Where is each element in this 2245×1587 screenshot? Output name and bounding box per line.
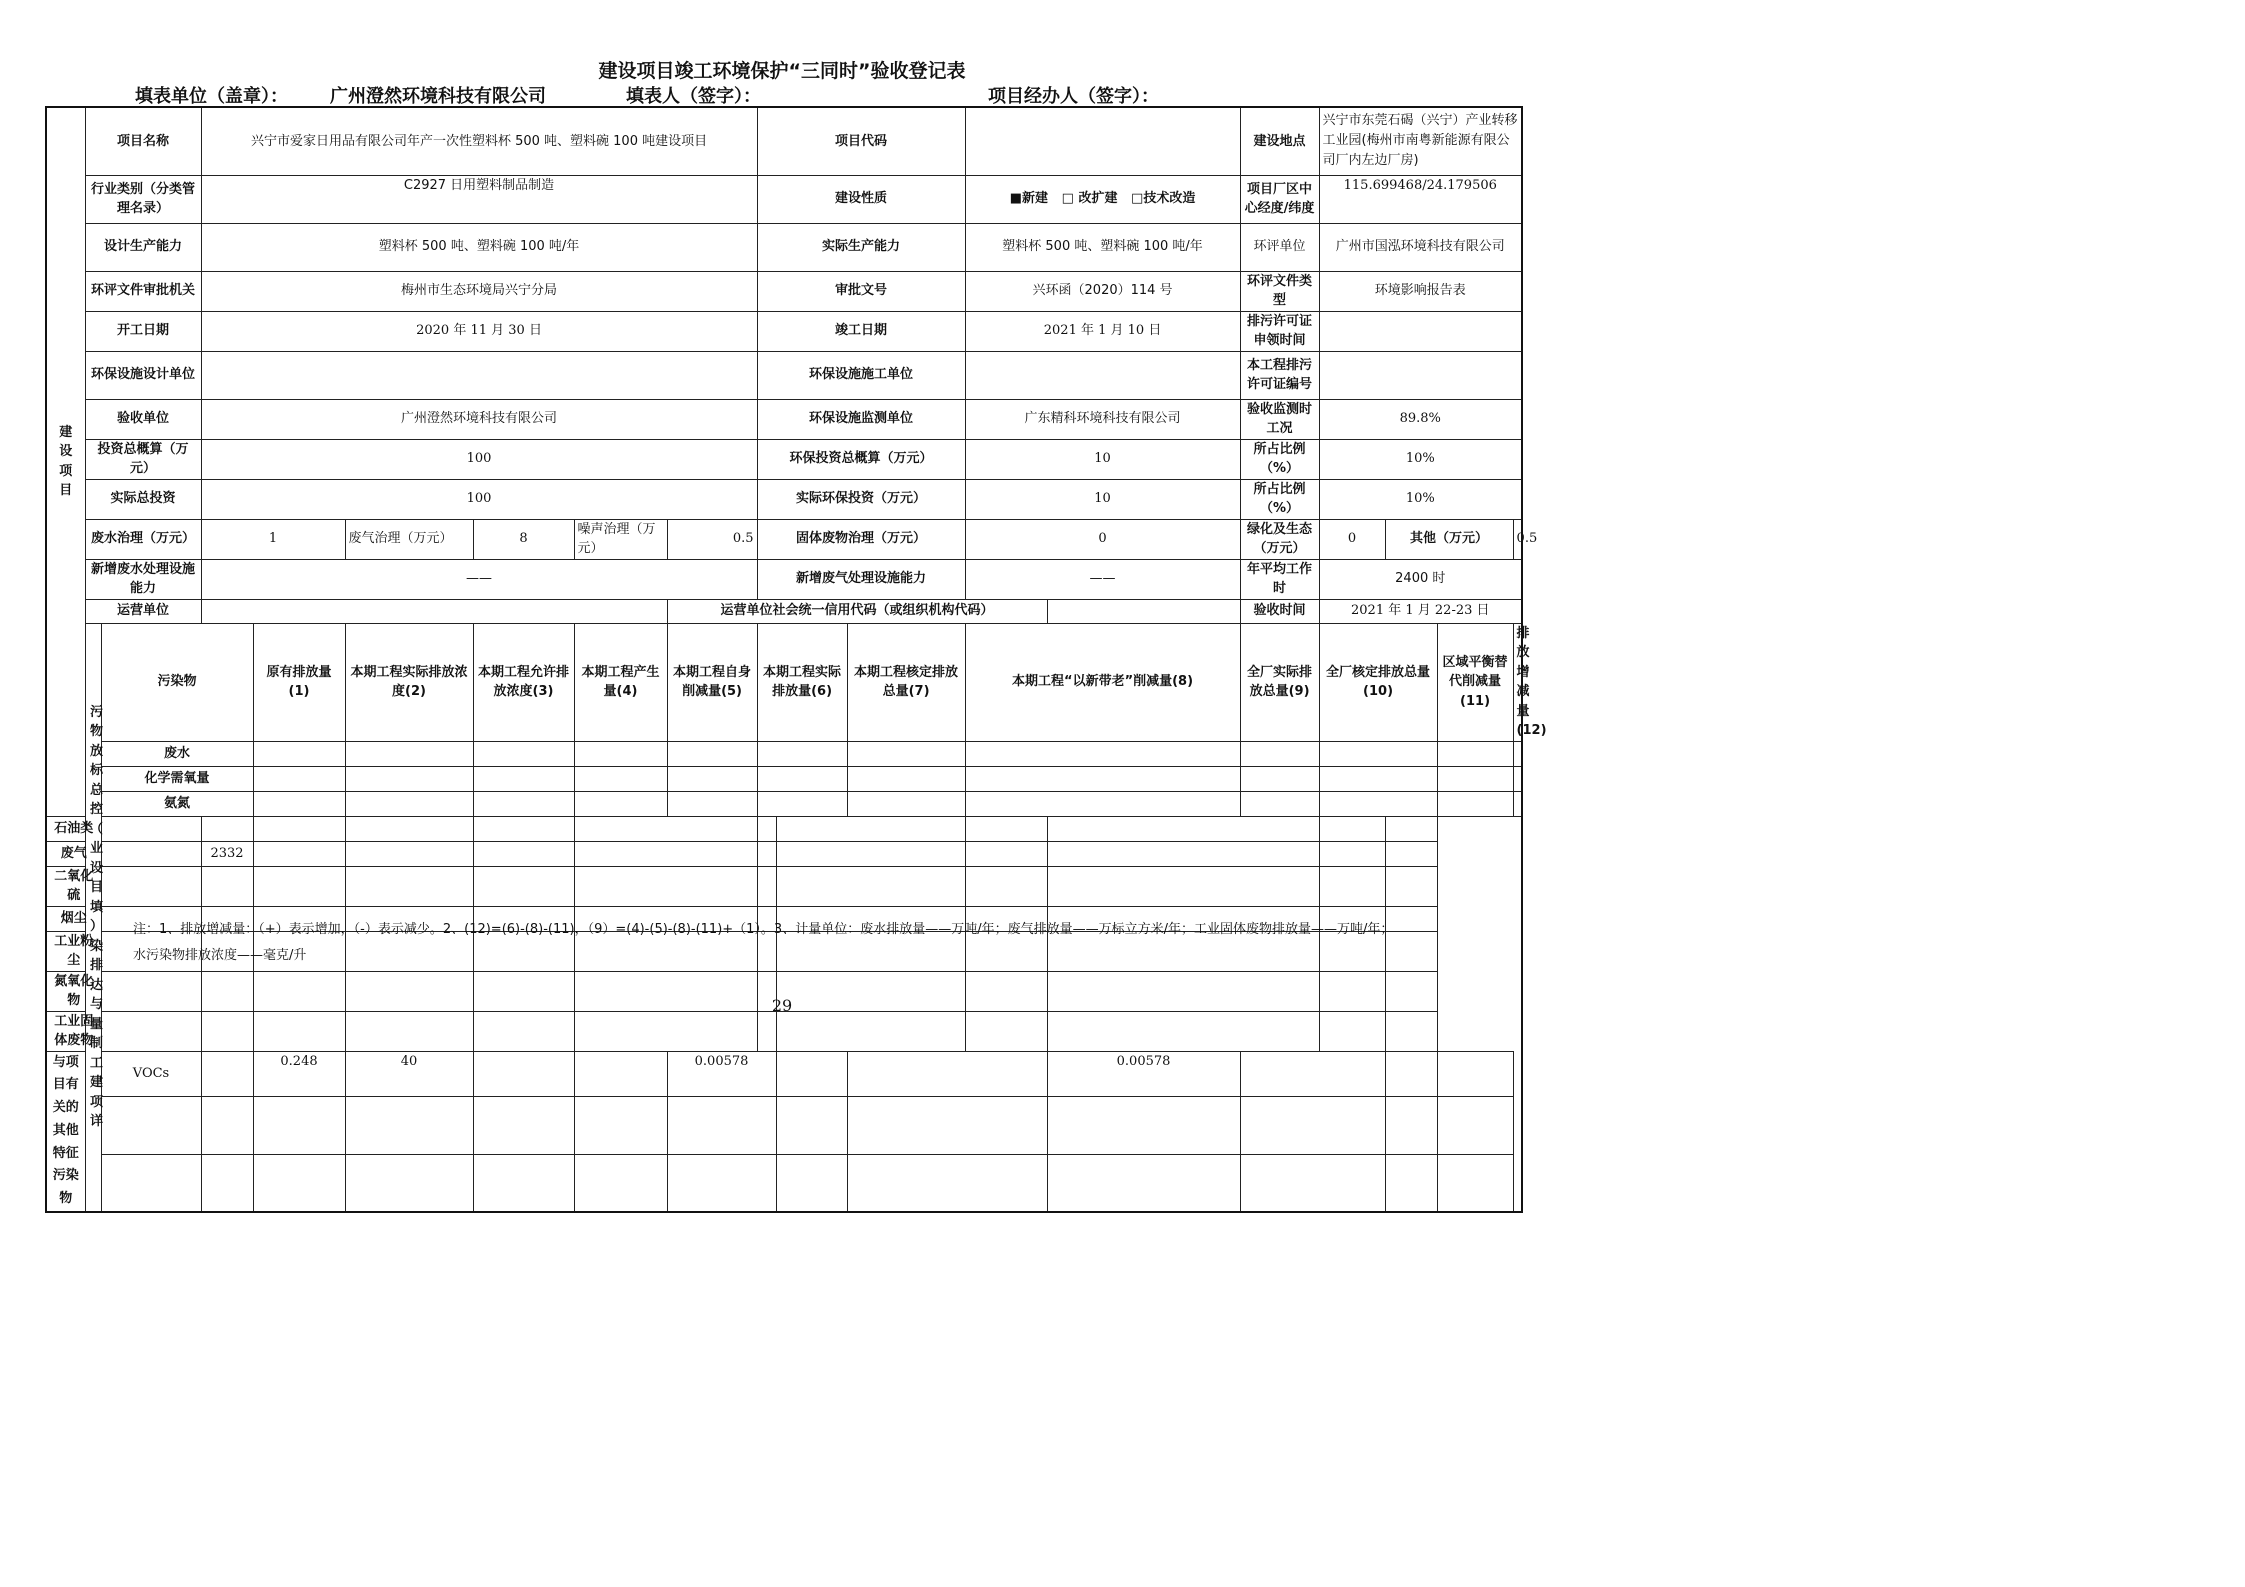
cell-col-5 bbox=[473, 931, 574, 971]
permit-no-label: 本工程排污许可证编号 bbox=[1240, 351, 1319, 399]
cell-col-1 bbox=[101, 841, 201, 866]
operator-label: 运营单位 bbox=[85, 599, 201, 623]
project-code-label: 项目代码 bbox=[757, 107, 965, 175]
cell-col-10 bbox=[1047, 866, 1319, 906]
cell-col-9 bbox=[965, 931, 1047, 971]
pollutant-name: 氮氧化物 bbox=[46, 971, 101, 1011]
cell-col-3 bbox=[253, 816, 345, 841]
cell-col-9 bbox=[965, 816, 1047, 841]
filler-label: 填表人（签字）： bbox=[626, 86, 761, 107]
monitor-condition-label: 验收监测时工况 bbox=[1240, 399, 1319, 439]
env-design-unit-value bbox=[201, 351, 757, 399]
cell-col-3 bbox=[473, 741, 574, 766]
pollutant-name: 工业固体废物 bbox=[46, 1011, 101, 1051]
ratio-value-2: 10% bbox=[1319, 479, 1522, 519]
cell-col-9 bbox=[1240, 791, 1319, 816]
cell-col-11 bbox=[1385, 1051, 1437, 1096]
industry-label: 行业类别（分类管理名录） bbox=[85, 175, 201, 223]
cell-col-5 bbox=[574, 1154, 667, 1212]
investment-value: 100 bbox=[201, 439, 757, 479]
cell-col-9 bbox=[965, 866, 1047, 906]
nature-new-checkbox: ■新建 bbox=[1009, 191, 1049, 207]
actual-investment-value: 100 bbox=[201, 479, 757, 519]
ratio-label-2: 所占比例（%） bbox=[1240, 479, 1319, 519]
cell-col-5 bbox=[473, 866, 574, 906]
cell-col-11 bbox=[1437, 741, 1513, 766]
eia-type-label: 环评文件类型 bbox=[1240, 271, 1319, 311]
cell-col-1 bbox=[201, 1154, 253, 1212]
cell-col-10 bbox=[1047, 841, 1319, 866]
cell-col-4 bbox=[345, 841, 473, 866]
cell-col-5 bbox=[473, 841, 574, 866]
cell-col-12 bbox=[1385, 1011, 1437, 1051]
pollutant-name: 废水 bbox=[101, 741, 253, 766]
cell-col-1 bbox=[201, 1051, 253, 1096]
cell-col-6 bbox=[667, 1096, 776, 1154]
cell-col-3 bbox=[345, 1096, 473, 1154]
permit-date-value bbox=[1319, 311, 1522, 351]
cell-col-2 bbox=[345, 741, 473, 766]
cell-col-11 bbox=[1319, 816, 1385, 841]
pollutant-name: 石油类 bbox=[46, 816, 101, 841]
cell-col-10 bbox=[1240, 1154, 1385, 1212]
col-header-4: 本期工程产生量(4) bbox=[574, 623, 667, 741]
gas-treatment-label: 废气治理（万元） bbox=[345, 519, 473, 559]
cell-col-8 bbox=[965, 766, 1240, 791]
monitor-unit-value: 广东精科环境科技有限公司 bbox=[965, 399, 1240, 439]
cell-col-9 bbox=[1240, 741, 1319, 766]
coord-label: 项目厂区中心经度/纬度 bbox=[1240, 175, 1319, 223]
cell-col-3 bbox=[345, 1154, 473, 1212]
nature-expand-checkbox: □ 改扩建 bbox=[1061, 191, 1118, 207]
coord-value: 115.699468/24.179506 bbox=[1319, 175, 1522, 223]
new-gas-capacity-value: —— bbox=[965, 559, 1240, 599]
cell-col-7 bbox=[757, 816, 776, 841]
site-label: 建设地点 bbox=[1240, 107, 1319, 175]
actual-env-investment-label: 实际环保投资（万元） bbox=[757, 479, 965, 519]
cell-col-5 bbox=[574, 1096, 667, 1154]
new-water-capacity-value: —— bbox=[201, 559, 757, 599]
monitor-unit-label: 环保设施监测单位 bbox=[757, 399, 965, 439]
cell-col-3 bbox=[253, 866, 345, 906]
cell-col-12 bbox=[1513, 791, 1522, 816]
cell-col-9 bbox=[965, 1011, 1047, 1051]
acceptance-unit-label: 验收单位 bbox=[85, 399, 201, 439]
pollutant-row bbox=[46, 741, 1522, 766]
cell-col-8 bbox=[776, 816, 965, 841]
cell-col-11 bbox=[1385, 1096, 1437, 1154]
cell-col-3 bbox=[473, 766, 574, 791]
other-pollutants-label: 与项目有关的其他特征污染物 bbox=[46, 1051, 85, 1212]
cell-col-2 bbox=[345, 766, 473, 791]
cell-col-11 bbox=[1437, 766, 1513, 791]
cell-col-5 bbox=[574, 1051, 667, 1096]
nature-label: 建设性质 bbox=[757, 175, 965, 223]
nature-tech-checkbox: □技术改造 bbox=[1131, 191, 1196, 207]
pollutant-header: 污染物 bbox=[101, 623, 253, 741]
cell-col-8 bbox=[847, 1096, 1047, 1154]
pollutant-row bbox=[46, 841, 1522, 866]
col-header-1: 原有排放量(1) bbox=[253, 623, 345, 741]
acceptance-time-value: 2021 年 1 月 22-23 日 bbox=[1319, 599, 1522, 623]
noise-treatment-value: 0.5 bbox=[667, 519, 757, 559]
cell-col-3 bbox=[253, 841, 345, 866]
fill-line bbox=[0, 82, 1564, 108]
cell-col-5 bbox=[667, 741, 757, 766]
cell-col-9 bbox=[1047, 1096, 1240, 1154]
actual-capacity-value: 塑料杯 500 吨、塑料碗 100 吨/年 bbox=[965, 223, 1240, 271]
ratio-label-1: 所占比例（%） bbox=[1240, 439, 1319, 479]
monitor-condition-value: 89.8% bbox=[1319, 399, 1522, 439]
cell-col-5 bbox=[473, 1011, 574, 1051]
cell-col-12 bbox=[1385, 841, 1437, 866]
cell-col-5 bbox=[667, 766, 757, 791]
solid-waste-value: 0 bbox=[965, 519, 1240, 559]
col-header-8: 本期工程“以新带老”削减量(8) bbox=[965, 623, 1240, 741]
cell-col-4 bbox=[574, 741, 667, 766]
cell-col-10 bbox=[1319, 741, 1437, 766]
approval-no-label: 审批文号 bbox=[757, 271, 965, 311]
cell-col-4 bbox=[345, 931, 473, 971]
col-header-9: 全厂实际排放总量(9) bbox=[1240, 623, 1319, 741]
start-date-value: 2020 年 11 月 30 日 bbox=[201, 311, 757, 351]
env-investment-label: 环保投资总概算（万元） bbox=[757, 439, 965, 479]
cell-col-6 bbox=[574, 1011, 757, 1051]
greening-value: 0 bbox=[1319, 519, 1385, 559]
cell-col-11 bbox=[1385, 1154, 1437, 1212]
cell-col-8 bbox=[965, 741, 1240, 766]
permit-no-value bbox=[1319, 351, 1522, 399]
section-project-label: 建 设 项 目 bbox=[46, 107, 85, 816]
eia-unit-value: 广州市国泓环境科技有限公司 bbox=[1319, 223, 1522, 271]
ratio-value-1: 10% bbox=[1319, 439, 1522, 479]
project-name-value: 兴宁市爱家日用品有限公司年产一次性塑料杯 500 吨、塑料碗 100 吨建设项目 bbox=[201, 107, 757, 175]
cell-col-7 bbox=[776, 1051, 847, 1096]
permit-date-label: 排污许可证申领时间 bbox=[1240, 311, 1319, 351]
water-treatment-label: 废水治理（万元） bbox=[85, 519, 201, 559]
cell-col-7 bbox=[757, 931, 776, 971]
investment-label: 投资总概算（万元） bbox=[85, 439, 201, 479]
page-number: 29 bbox=[771, 996, 793, 1015]
actual-investment-label: 实际总投资 bbox=[85, 479, 201, 519]
cell-col-4 bbox=[473, 1154, 574, 1212]
col-header-7: 本期工程核定排放总量(7) bbox=[847, 623, 965, 741]
filling-unit-label: 填表单位（盖章）： bbox=[135, 86, 288, 107]
work-hours-value: 2400 时 bbox=[1319, 559, 1522, 599]
manager-label: 项目经办人（签字）： bbox=[988, 86, 1159, 107]
approval-no-value: 兴环函（2020）114 号 bbox=[965, 271, 1240, 311]
eia-type-value: 环境影响报告表 bbox=[1319, 271, 1522, 311]
other-pollutant-name: VOCs bbox=[101, 1051, 201, 1096]
cell-col-7 bbox=[776, 1154, 847, 1212]
pollutant-name: 废气 bbox=[46, 841, 101, 866]
pollutant-name: 氨氮 bbox=[101, 791, 253, 816]
water-treatment-value: 1 bbox=[201, 519, 345, 559]
pollutant-name: 烟尘 bbox=[46, 906, 101, 931]
col-header-6: 本期工程实际排放量(6) bbox=[757, 623, 847, 741]
cell-col-4 bbox=[345, 816, 473, 841]
cell-col-6: 0.00578 bbox=[667, 1051, 776, 1096]
cell-col-9 bbox=[1047, 1154, 1240, 1212]
cell-col-11 bbox=[1319, 1011, 1385, 1051]
design-capacity-value: 塑料杯 500 吨、塑料碗 100 吨/年 bbox=[201, 223, 757, 271]
acceptance-time-label: 验收时间 bbox=[1240, 599, 1319, 623]
env-design-unit-label: 环保设施设计单位 bbox=[85, 351, 201, 399]
cell-col-11 bbox=[1437, 791, 1513, 816]
cell-col-9: 0.00578 bbox=[1047, 1051, 1240, 1096]
cell-col-6 bbox=[574, 816, 757, 841]
cell-col-9 bbox=[1240, 766, 1319, 791]
cell-col-4 bbox=[473, 1096, 574, 1154]
pollutant-row bbox=[46, 766, 1522, 791]
cell-col-4 bbox=[345, 866, 473, 906]
cell-col-1 bbox=[253, 791, 345, 816]
cell-col-2: 0.248 bbox=[253, 1051, 345, 1096]
cell-col-7 bbox=[847, 741, 965, 766]
project-name-label: 项目名称 bbox=[85, 107, 201, 175]
finish-date-label: 竣工日期 bbox=[757, 311, 965, 351]
finish-date-value: 2021 年 1 月 10 日 bbox=[965, 311, 1240, 351]
site-value: 兴宁市东莞石碣（兴宁）产业转移工业园(梅州市南粤新能源有限公司厂内左边厂房) bbox=[1319, 107, 1522, 175]
other-cost-label: 其他（万元） bbox=[1385, 519, 1513, 559]
cell-col-7 bbox=[847, 791, 965, 816]
page-title: 建设项目竣工环境保护“三同时”验收登记表 bbox=[598, 60, 966, 82]
cell-col-2 bbox=[253, 1096, 345, 1154]
cell-col-6 bbox=[574, 841, 757, 866]
pollutant-name: 工业粉尘 bbox=[46, 931, 101, 971]
other-pollutant-row bbox=[46, 1154, 1522, 1212]
cell-col-12 bbox=[1385, 866, 1437, 906]
cell-col-1 bbox=[253, 766, 345, 791]
cell-col-2 bbox=[201, 816, 253, 841]
other-pollutant-row bbox=[46, 1051, 1522, 1096]
credit-code-label: 运营单位社会统一信用代码（或组织机构代码） bbox=[667, 599, 1047, 623]
cell-col-7 bbox=[776, 1096, 847, 1154]
industry-value: C2927 日用塑料制品制造 bbox=[201, 175, 757, 223]
work-hours-label: 年平均工作时 bbox=[1240, 559, 1319, 599]
cell-col-7 bbox=[757, 1011, 776, 1051]
cell-col-1 bbox=[253, 741, 345, 766]
cell-col-1 bbox=[101, 816, 201, 841]
footnote-line-2: 水污染物排放浓度——毫克/升 bbox=[133, 948, 307, 963]
pollutant-row bbox=[46, 816, 1522, 841]
nature-options bbox=[965, 175, 1240, 223]
cell-col-12 bbox=[1513, 766, 1522, 791]
other-pollutant-name bbox=[101, 1154, 201, 1212]
cell-col-8 bbox=[776, 841, 965, 866]
env-build-unit-value bbox=[965, 351, 1240, 399]
col-header-10: 全厂核定排放总量(10) bbox=[1319, 623, 1437, 741]
pollutant-name: 二氧化硫 bbox=[46, 866, 101, 906]
cell-col-1 bbox=[101, 866, 201, 906]
approval-org-value: 梅州市生态环境局兴宁分局 bbox=[201, 271, 757, 311]
cell-col-10 bbox=[1047, 816, 1319, 841]
other-cost-value: 0.5 bbox=[1513, 519, 1522, 559]
col-header-5: 本期工程自身削减量(5) bbox=[667, 623, 757, 741]
cell-col-3 bbox=[473, 791, 574, 816]
start-date-label: 开工日期 bbox=[85, 311, 201, 351]
cell-col-8 bbox=[847, 1154, 1047, 1212]
cell-col-6 bbox=[757, 741, 847, 766]
cell-col-8 bbox=[965, 791, 1240, 816]
cell-col-1 bbox=[201, 1096, 253, 1154]
new-water-capacity-label: 新增废水处理设施能力 bbox=[85, 559, 201, 599]
cell-col-12 bbox=[1385, 816, 1437, 841]
cell-col-4 bbox=[574, 791, 667, 816]
design-capacity-label: 设计生产能力 bbox=[85, 223, 201, 271]
actual-capacity-label: 实际生产能力 bbox=[757, 223, 965, 271]
project-code-value bbox=[965, 107, 1240, 175]
cell-col-11 bbox=[1319, 841, 1385, 866]
cell-col-2: 2332 bbox=[201, 841, 253, 866]
cell-col-6 bbox=[574, 931, 757, 971]
pollutant-name: 化学需氧量 bbox=[101, 766, 253, 791]
cell-col-6 bbox=[757, 791, 847, 816]
cell-col-4 bbox=[574, 766, 667, 791]
other-pollutant-row bbox=[46, 1096, 1522, 1154]
operator-value bbox=[201, 599, 667, 623]
cell-col-10 bbox=[1319, 791, 1437, 816]
cell-col-7 bbox=[757, 841, 776, 866]
cell-col-2 bbox=[201, 1011, 253, 1051]
cell-col-6 bbox=[667, 1154, 776, 1212]
cell-col-12 bbox=[1385, 931, 1437, 971]
cell-col-4 bbox=[345, 1011, 473, 1051]
cell-col-8 bbox=[776, 931, 965, 971]
greening-label: 绿化及生态（万元） bbox=[1240, 519, 1319, 559]
cell-col-10 bbox=[1240, 1096, 1385, 1154]
cell-col-11 bbox=[1319, 866, 1385, 906]
cell-col-5 bbox=[473, 816, 574, 841]
new-gas-capacity-label: 新增废气处理设施能力 bbox=[757, 559, 965, 599]
cell-col-2 bbox=[345, 791, 473, 816]
cell-col-1 bbox=[101, 1011, 201, 1051]
cell-col-8 bbox=[847, 1051, 1047, 1096]
footnote-line-1: 注：1、排放增减量：（+）表示增加，（-）表示减少。2、(12)=(6)-(8)-(11)，（9）=(4)-(5)-(8)-(11)+（1）。3、计量单位：废水排放量——万吨/年；废气排放量——万标立方米/年；工业固体废物排放量——万吨/年； bbox=[133, 922, 1394, 937]
col-header-11: 区域平衡替代削减量(11) bbox=[1437, 623, 1513, 741]
cell-col-8 bbox=[776, 866, 965, 906]
eia-unit-label: 环评单位 bbox=[1240, 223, 1319, 271]
env-build-unit-label: 环保设施施工单位 bbox=[757, 351, 965, 399]
cell-col-8 bbox=[776, 1011, 965, 1051]
noise-treatment-label: 噪声治理（万元） bbox=[574, 519, 667, 559]
pollutant-row bbox=[46, 1011, 1522, 1051]
acceptance-unit-value: 广州澄然环境科技有限公司 bbox=[201, 399, 757, 439]
cell-col-12 bbox=[1437, 1096, 1513, 1154]
cell-col-10 bbox=[1319, 766, 1437, 791]
filling-unit-value: 广州澄然环境科技有限公司 bbox=[330, 86, 546, 107]
cell-col-11 bbox=[1319, 931, 1385, 971]
pollutant-row bbox=[46, 866, 1522, 906]
solid-waste-label: 固体废物治理（万元） bbox=[757, 519, 965, 559]
env-investment-value: 10 bbox=[965, 439, 1240, 479]
col-header-3: 本期工程允许排放浓度(3) bbox=[473, 623, 574, 741]
pollutant-row bbox=[46, 791, 1522, 816]
cell-col-10 bbox=[1047, 931, 1319, 971]
cell-col-2 bbox=[201, 866, 253, 906]
other-pollutant-name bbox=[101, 1096, 201, 1154]
cell-col-12 bbox=[1437, 1154, 1513, 1212]
actual-env-investment-value: 10 bbox=[965, 479, 1240, 519]
approval-org-label: 环评文件审批机关 bbox=[85, 271, 201, 311]
cell-col-12 bbox=[1513, 741, 1522, 766]
cell-col-7 bbox=[757, 866, 776, 906]
cell-col-2 bbox=[253, 1154, 345, 1212]
section-pollutant-label: 污 物 放 标 总 控 （ 业 设 目 填 ）染 排 达 与 量 制 工 建 项 详 bbox=[85, 623, 101, 1212]
col-header-2: 本期工程实际排放浓度(2) bbox=[345, 623, 473, 741]
col-header-12: 排放增减量(12) bbox=[1513, 623, 1522, 741]
registration-table bbox=[45, 106, 1547, 1213]
gas-treatment-value: 8 bbox=[473, 519, 574, 559]
cell-col-3: 40 bbox=[345, 1051, 473, 1096]
cell-col-10 bbox=[1047, 1011, 1319, 1051]
cell-col-6 bbox=[757, 766, 847, 791]
cell-col-9 bbox=[965, 841, 1047, 866]
cell-col-12 bbox=[1437, 1051, 1513, 1096]
cell-col-7 bbox=[847, 766, 965, 791]
credit-code-value bbox=[1047, 599, 1240, 623]
cell-col-6 bbox=[574, 866, 757, 906]
cell-col-3 bbox=[253, 1011, 345, 1051]
cell-col-5 bbox=[667, 791, 757, 816]
cell-col-10 bbox=[1240, 1051, 1385, 1096]
cell-col-4 bbox=[473, 1051, 574, 1096]
